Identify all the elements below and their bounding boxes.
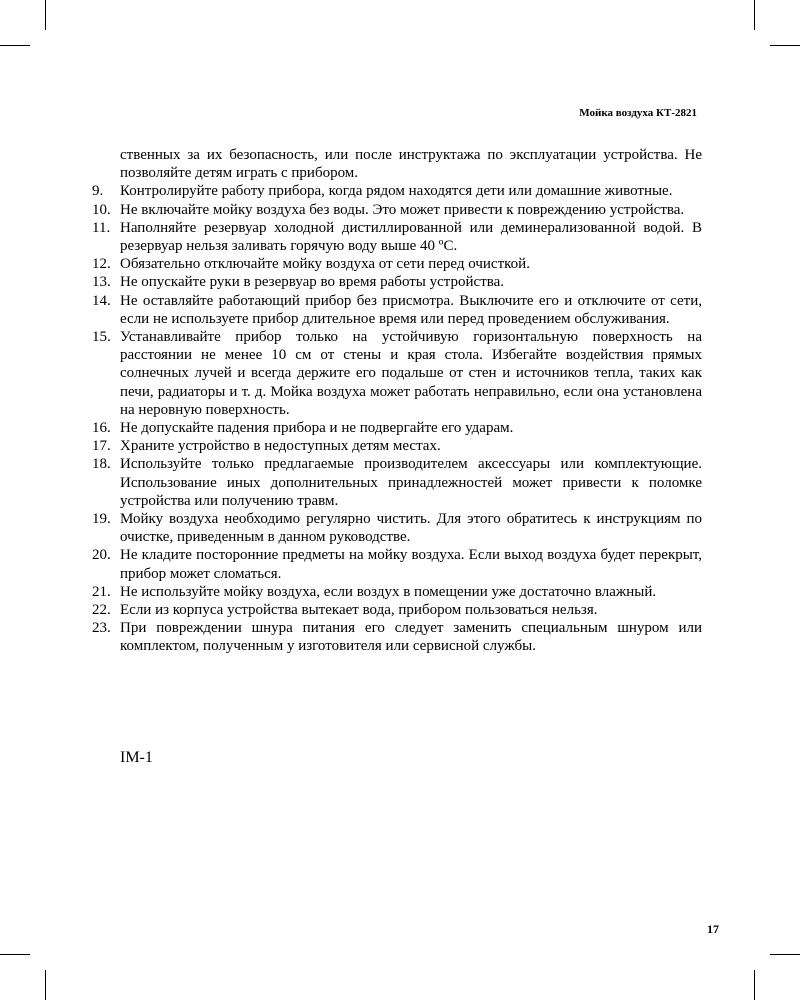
item-number: 21. — [92, 583, 111, 600]
item-text: Не кладите посторонние предметы на мойку воздуха. Если выход воздуха будет перекрыт, прибор может сломаться. — [120, 547, 702, 582]
crop-mark-bottom-right — [754, 970, 755, 1000]
item-text: Контролируйте работу прибора, когда рядом находятся дети или домашние животные. — [120, 183, 673, 200]
list-item — [92, 182, 702, 200]
list-item — [92, 292, 702, 328]
item-text: Наполняйте резервуар холодной дистиллированной или деминерализованной водой. В резервуар нельзя заливать горячую воду выше 40 ºС. — [120, 219, 702, 255]
item-text: Если из корпуса устройства вытекает вода, прибором пользоваться нельзя. — [120, 602, 598, 619]
list-item — [92, 455, 702, 510]
item-number: 13. — [92, 274, 111, 291]
item-text: Устанавливайте прибор только на устойчивую горизонтальную поверхность на расстоянии не менее 10 см от стены и края стола. Избегайте воздействия прямых солнечных лучей и всегда держите его подальше от стен и источников тепла, таких как печи, радиаторы и т. д. Мойка воздуха может работать неправильно, если она установлена на неровную поверхность. — [120, 329, 702, 418]
item-text: Обязательно отключайте мойку воздуха от сети перед очисткой. — [120, 256, 530, 273]
crop-mark-top-left — [45, 0, 46, 30]
continuation-paragraph: ственных за их безопасность, или после инструктажа по эксплуатации устройства. Не позволяйте детям играть с прибором. — [120, 147, 702, 182]
item-text: Мойку воздуха необходимо регулярно чистить. Для этого обратитесь к инструкциям по очистке, приведенным в данном руководстве. — [120, 511, 702, 546]
item-text: Не используйте мойку воздуха, если воздух в помещении уже достаточно влажный. — [120, 583, 657, 600]
item-number: 17. — [92, 438, 111, 455]
item-number: 18. — [92, 456, 111, 473]
list-item — [92, 619, 702, 655]
item-number: 23. — [92, 620, 111, 637]
item-text: Храните устройство в недоступных детям местах. — [120, 438, 441, 455]
crop-mark-right-top — [770, 45, 800, 46]
item-number: 19. — [92, 511, 111, 528]
manual-code: IM-1 — [120, 749, 153, 766]
running-header: Мойка воздуха КТ-2821 — [579, 107, 697, 119]
item-text: При повреждении шнура питания его следует заменить специальным шнуром или комплектом, полученным у изготовителя или сервисной службы. — [120, 620, 702, 655]
list-item — [92, 546, 702, 582]
item-text: Не оставляйте работающий прибор без присмотра. Выключите его и отключите от сети, если не используете прибор длительное время или перед проведением обслуживания. — [120, 292, 702, 327]
list-item — [92, 510, 702, 546]
item-number: 14. — [92, 292, 111, 309]
item-number: 22. — [92, 602, 111, 619]
crop-mark-bottom-left — [45, 970, 46, 1000]
crop-mark-left-top — [0, 45, 30, 46]
item-text: Не допускайте падения прибора и не подвергайте его ударам. — [120, 420, 514, 437]
item-text: Не опускайте руки в резервуар во время работы устройства. — [120, 274, 505, 291]
page-number: 17 — [707, 922, 719, 936]
item-number: 20. — [92, 547, 111, 564]
list-item — [92, 273, 702, 291]
crop-mark-right-bottom — [770, 954, 800, 955]
list-item — [92, 255, 702, 273]
item-number: 9. — [92, 183, 104, 200]
list-item — [92, 601, 702, 619]
crop-mark-left-bottom — [0, 954, 30, 955]
item-number: 15. — [92, 329, 111, 346]
item-number: 12. — [92, 256, 111, 273]
safety-instructions — [92, 146, 702, 656]
item-text: Не включайте мойку воздуха без воды. Это может привести к повреждению устройства. — [120, 201, 685, 218]
item-number: 11. — [92, 219, 111, 236]
list-item — [92, 419, 702, 437]
list-item — [92, 583, 702, 601]
crop-mark-top-right — [754, 0, 755, 30]
list-item — [92, 219, 702, 255]
item-text: Используйте только предлагаемые производителем аксессуары или комплектующие. Использование иных дополнительных принадлежностей может привести к поломке устройства или получению травм. — [120, 456, 702, 509]
list-item — [92, 201, 702, 219]
item-number: 16. — [92, 420, 111, 437]
list-item — [92, 328, 702, 419]
list-item — [92, 437, 702, 455]
item-number: 10. — [92, 201, 111, 218]
